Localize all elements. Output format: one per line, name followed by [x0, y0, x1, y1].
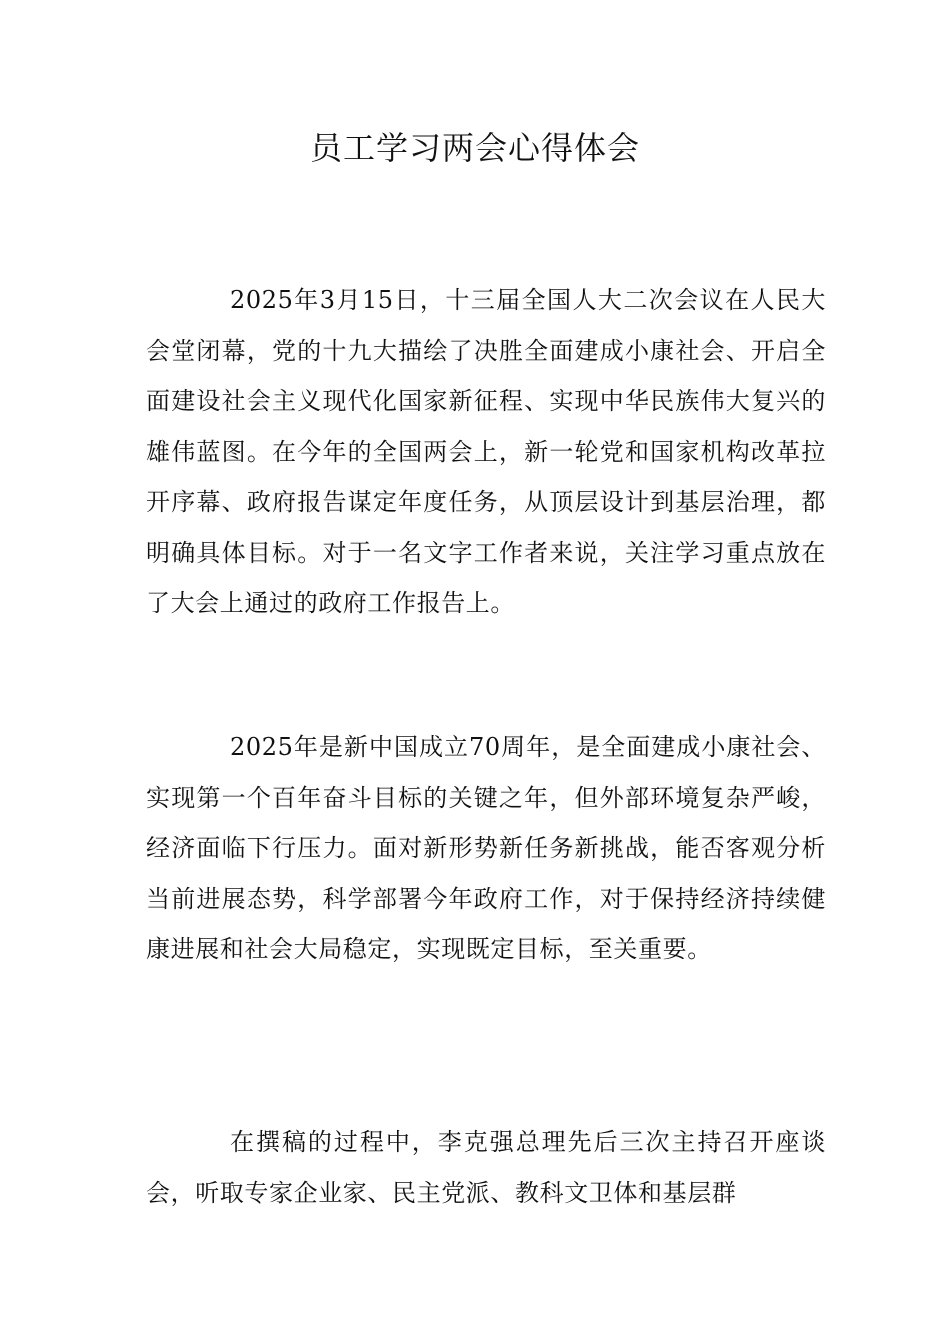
document-title: 员工学习两会心得体会	[309, 129, 640, 167]
paragraph-1: 2025年3月15日，十三届全国人大二次会议在人民大会堂闭幕，党的十九大描绘了决胜全面建成小康社会、开启全面建设社会主义现代化国家新征程、实现中华民族伟大复兴的雄伟蓝图。在今年的全国两会上，新一轮党和国家机构改革拉开序幕、政府报告谋定年度任务，从顶层设计到基层治理，都明确具体目标。对于一名文字工作者来说，关注学习重点放在了大会上通过的政府工作报告上。	[146, 286, 826, 617]
paragraph-3: 在撰稿的过程中，李克强总理先后三次主持召开座谈会，听取专家企业家、民主党派、教科文卫体和基层群	[146, 1128, 826, 1207]
paragraph-2: 2025年是新中国成立70周年，是全面建成小康社会、实现第一个百年奋斗目标的关键之年，但外部环境复杂严峻，经济面临下行压力。面对新形势新任务新挑战，能否客观分析当前进展态势，科学部署今年政府工作，对于保持经济持续健康进展和社会大局稳定，实现既定目标，至关重要。	[146, 733, 826, 963]
